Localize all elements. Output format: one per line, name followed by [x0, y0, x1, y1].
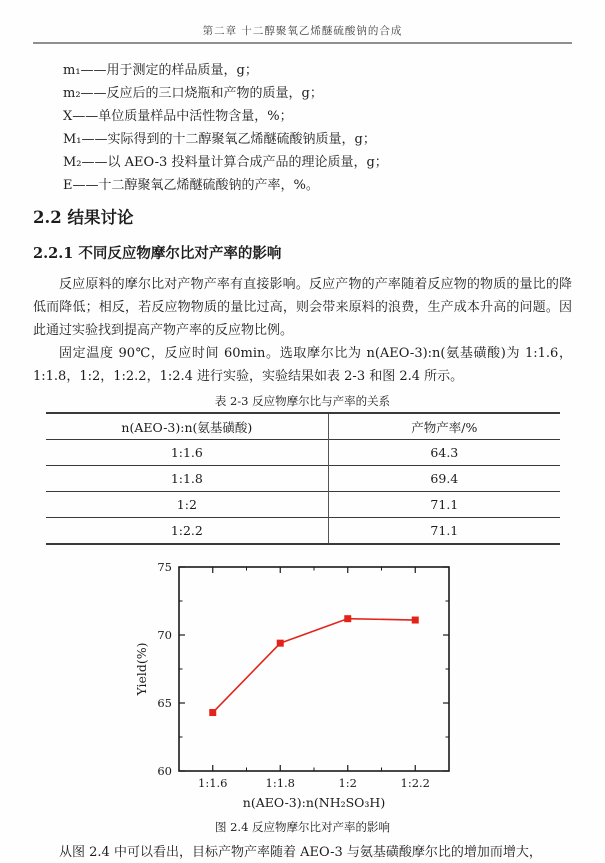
y-tick-label: 70 — [156, 628, 172, 642]
figure-caption: 图 2.4 反应物摩尔比对产率的影响 — [214, 820, 391, 834]
page-header: 第二章 十二醇聚氧乙烯醚硫酸钠的合成 — [202, 25, 403, 37]
x-axis-title: n(AEO-3):n(NH₂SO₃H) — [242, 795, 385, 810]
table-caption: 表 2-3 反应物摩尔比与产率的关系 — [214, 394, 391, 408]
y-tick-label: 60 — [156, 764, 172, 778]
data-point-marker — [209, 709, 216, 716]
data-point-marker — [411, 617, 418, 624]
table-cell: 64.3 — [430, 445, 459, 460]
paragraph-conclusion: 从图 2.4 中可以看出，目标产物产率随着 AEO-3 与氨基磺酸摩尔比的增加而增大， — [59, 845, 542, 860]
table-row — [46, 492, 560, 518]
definitions-list — [63, 59, 572, 197]
paragraph-experiment-conditions: 固定温度 90℃，反应时间 60min。选取摩尔比为 n(AEO-3):n(氨基磺酸)为 1:1.6，1:1.8，1:2，1:2.2，1:2.4 进行实验，实验结果如表 2-3 和图 2.4 所示。 — [33, 346, 572, 384]
table-row — [46, 440, 560, 466]
table-cell: 1:2.2 — [46, 518, 329, 545]
table-cell: 1:1.8 — [46, 466, 329, 492]
x-tick-label: 1:1.6 — [197, 776, 227, 790]
y-tick-label: 65 — [156, 696, 172, 710]
yield-series-line — [212, 619, 415, 713]
table-header-ratio: n(AEO-3):n(氨基磺酸) — [46, 413, 329, 440]
table-cell: 1:1.6 — [46, 440, 329, 466]
table-row — [46, 466, 560, 492]
definition-line: X——单位质量样品中活性物含量，%； — [63, 109, 293, 124]
header-rule — [33, 42, 572, 44]
table-header-row — [46, 413, 560, 440]
plot-frame — [179, 567, 449, 771]
y-axis-title: Yield(%) — [133, 642, 149, 696]
data-point-marker — [344, 615, 351, 622]
definition-line: m₂——反应后的三口烧瓶和产物的质量，g； — [63, 86, 323, 101]
x-tick-label: 1:1.8 — [265, 776, 295, 790]
results-table — [46, 412, 560, 545]
table-cell: 69.4 — [430, 471, 459, 486]
table-cell: 71.1 — [430, 523, 459, 538]
definition-line: M₁——实际得到的十二醇聚氧乙烯醚硫酸钠质量，g； — [63, 132, 376, 147]
x-tick-label: 1:2 — [337, 776, 357, 790]
yield-chart — [33, 559, 572, 811]
definition-line: E——十二醇聚氧乙烯醚硫酸钠的产率，%。 — [63, 178, 319, 193]
x-tick-label: 1:2.2 — [400, 776, 430, 790]
definition-line: M₂——以 AEO-3 投料量计算合成产品的理论质量，g； — [63, 155, 388, 170]
yield-line-chart — [133, 559, 473, 811]
section-heading-2-2-1: 2.2.1 不同反应物摩尔比对产率的影响 — [33, 245, 282, 262]
paragraph-molar-ratio-intro: 反应原料的摩尔比对产物产率有直接影响。反应产物的产率随着反应物的物质的量比的降低而降低；相反，若反应物物质的量比过高，则会带来原料的浪费，生产成本升高的问题。因此通过实验找到提高产物产率的反应物比例。 — [33, 277, 572, 338]
data-point-marker — [276, 640, 283, 647]
table-row — [46, 518, 560, 545]
table-cell: 71.1 — [430, 497, 459, 512]
table-cell: 1:2 — [46, 492, 329, 518]
definition-line: m₁——用于测定的样品质量，g； — [63, 63, 258, 78]
y-tick-label: 75 — [156, 560, 172, 574]
table-header-yield: 产物产率/% — [411, 419, 478, 435]
section-heading-2-2: 2.2 结果讨论 — [33, 208, 134, 227]
